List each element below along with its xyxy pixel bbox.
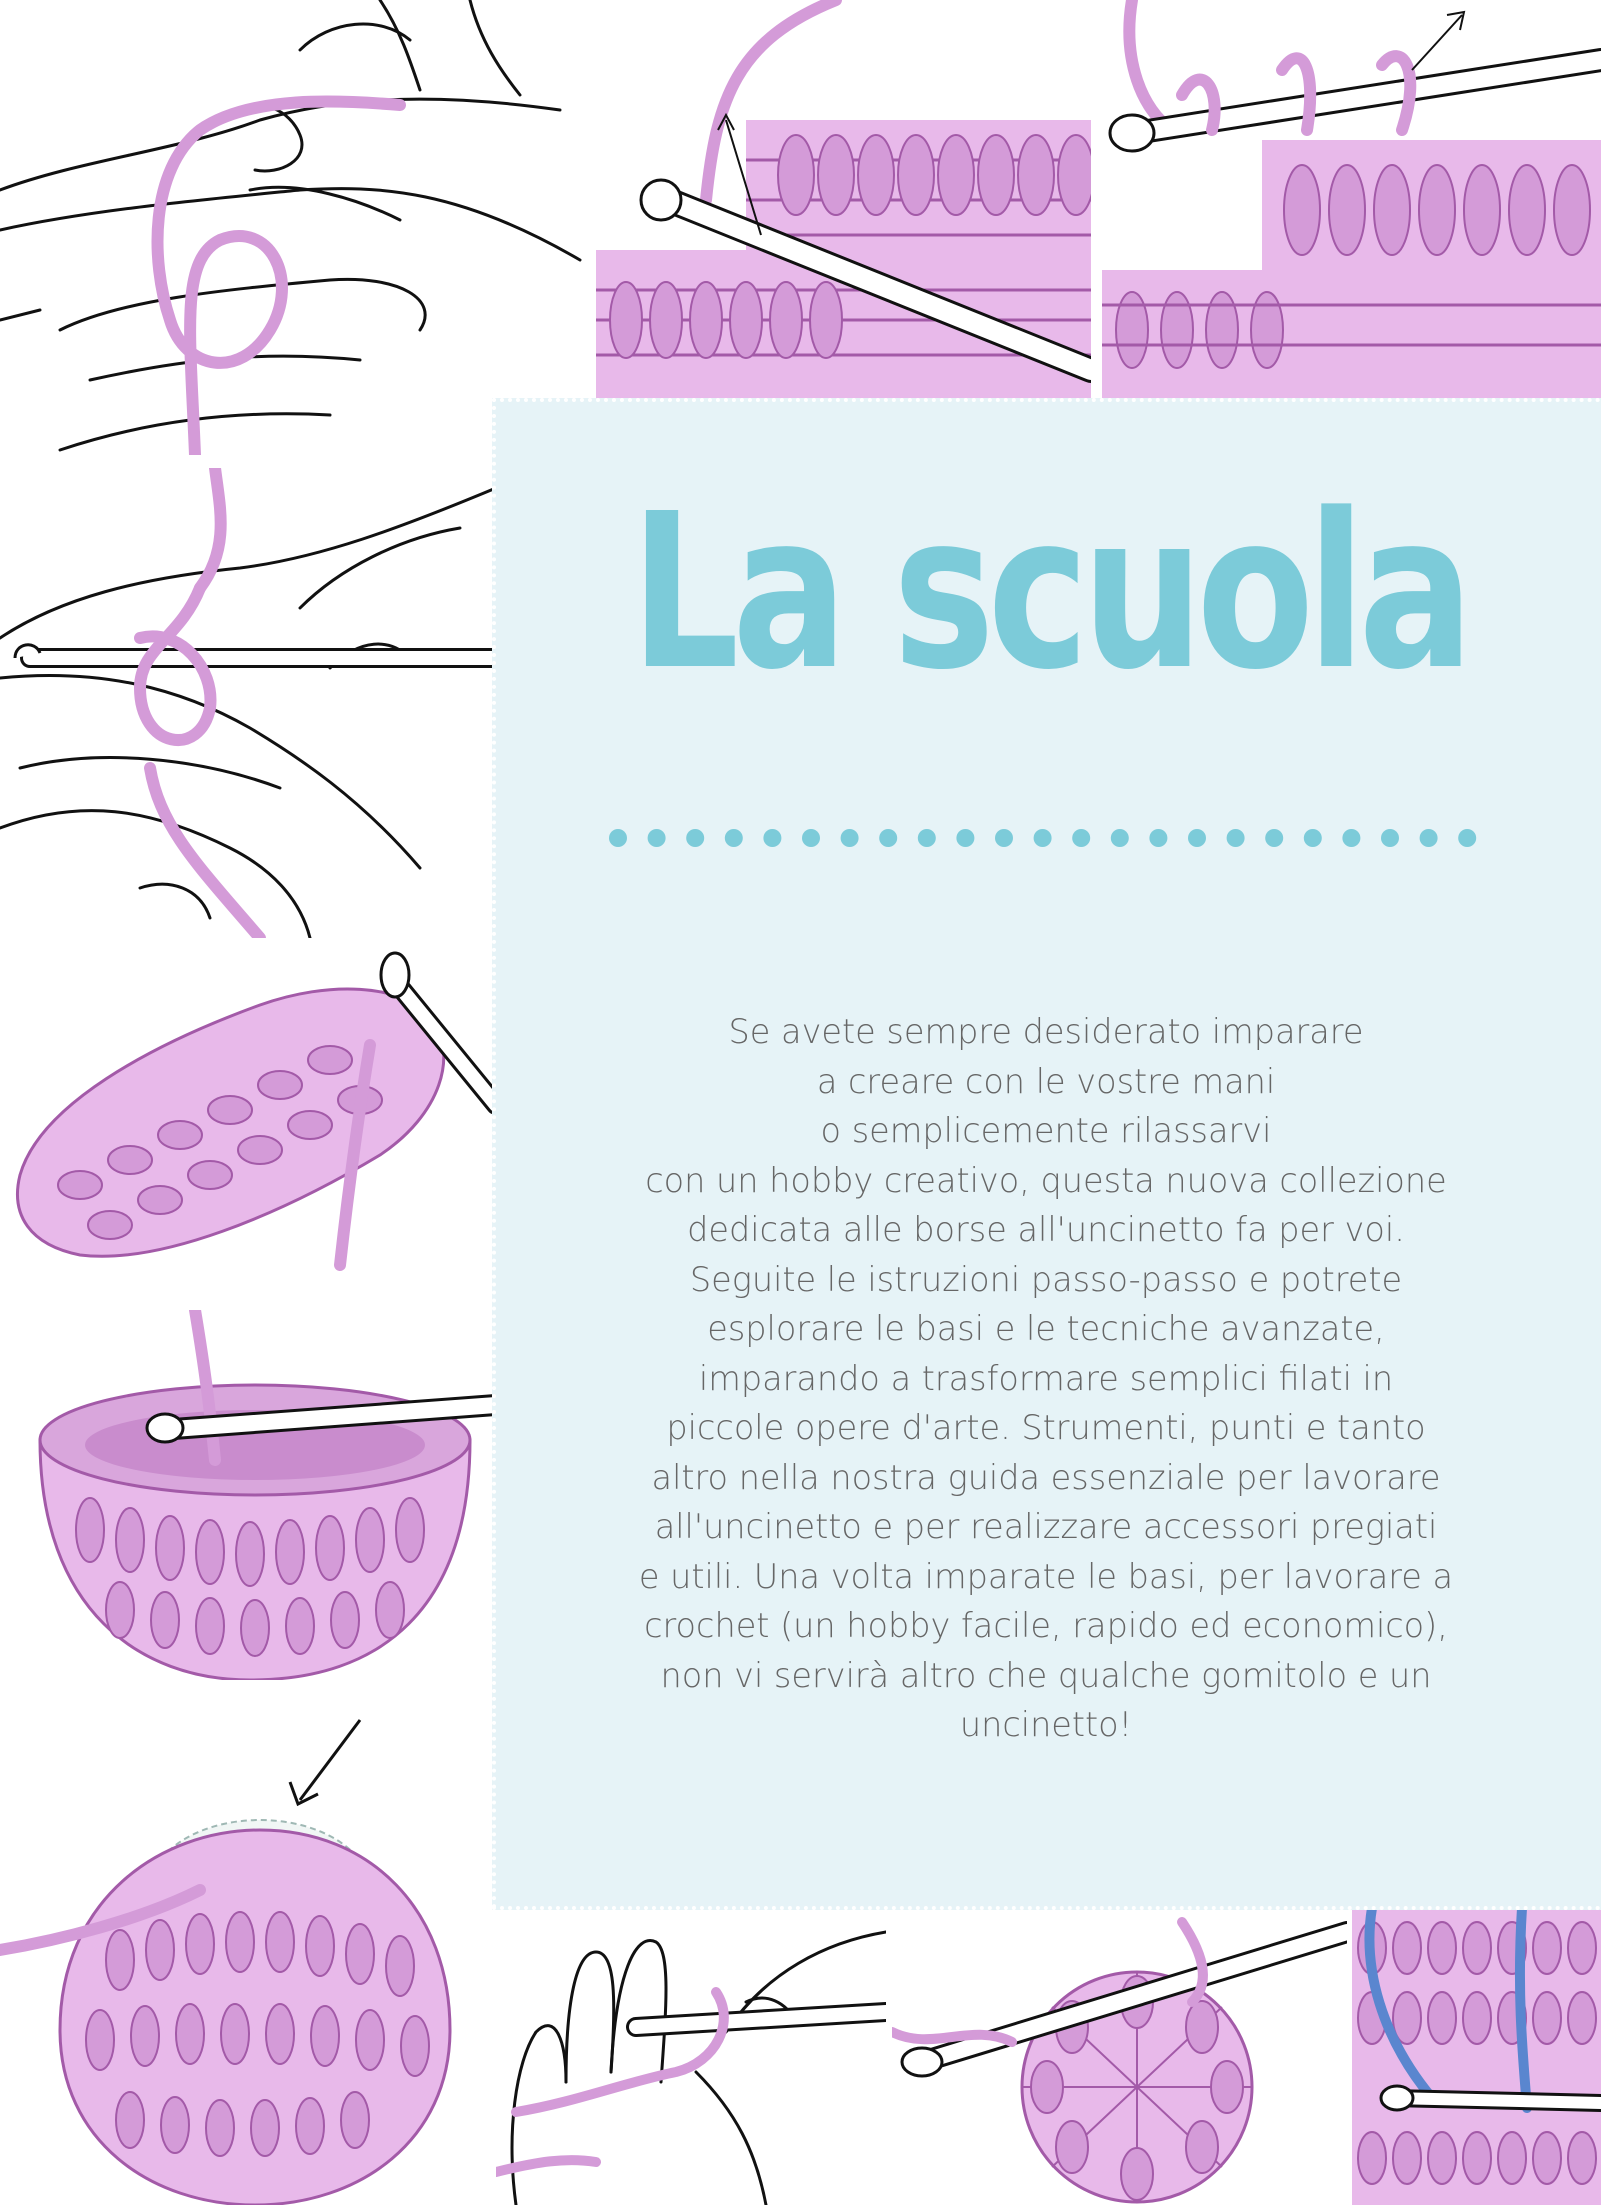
illustration-bottom-hands bbox=[496, 1912, 886, 2205]
divider-dot bbox=[956, 829, 974, 847]
divider-dot bbox=[1227, 829, 1245, 847]
illustration-bottom-stitches-blue bbox=[1352, 1908, 1601, 2205]
illustration-crochet-bowl bbox=[0, 1310, 496, 1680]
divider-dot bbox=[648, 829, 666, 847]
intro-text-line: piccole opere d'arte. Strumenti, punti e tanto bbox=[666, 1408, 1426, 1447]
divider-dot bbox=[1072, 829, 1090, 847]
intro-text-line: non vi servirà altro che qualche gomitolo e un bbox=[660, 1655, 1432, 1695]
illustration-hook-stitches-1 bbox=[596, 0, 1091, 400]
divider-dot bbox=[725, 829, 743, 847]
page-title: La scuola bbox=[630, 468, 1467, 717]
divider-dot bbox=[918, 829, 936, 847]
intro-text-line: con un hobby creativo, questa nuova collezione bbox=[645, 1160, 1447, 1200]
illustration-hands-holding-hook bbox=[0, 468, 496, 938]
intro-panel bbox=[492, 398, 1601, 1910]
illustration-crochet-tube bbox=[0, 945, 496, 1290]
divider-dot bbox=[1149, 829, 1167, 847]
divider-dot bbox=[1420, 829, 1438, 847]
intro-text-line: Se avete sempre desiderato imparare bbox=[728, 1012, 1364, 1051]
dotted-divider bbox=[608, 828, 1478, 848]
intro-text bbox=[606, 1007, 1486, 1750]
divider-dot bbox=[1188, 829, 1206, 847]
illustration-bottom-circle bbox=[892, 1912, 1347, 2205]
intro-text-line: e utili. Una volta imparate le basi, per lavorare a bbox=[638, 1556, 1454, 1596]
intro-text-line: all'uncinetto e per realizzare accessori pregiati bbox=[654, 1507, 1438, 1546]
intro-text-line: dedicata alle borse all'uncinetto fa per voi. bbox=[687, 1210, 1405, 1249]
divider-dot bbox=[1304, 829, 1322, 847]
divider-dot bbox=[686, 829, 704, 847]
intro-text-line: Seguite le istruzioni passo-passo e potrete bbox=[689, 1259, 1403, 1299]
divider-dot bbox=[802, 829, 820, 847]
divider-dot bbox=[609, 829, 627, 847]
intro-text-line: o semplicemente rilassarvi bbox=[820, 1111, 1272, 1150]
illustration-hook-stitches-2 bbox=[1102, 0, 1601, 400]
divider-dot bbox=[1111, 829, 1129, 847]
intro-text-line: esplorare le basi e le tecniche avanzate, bbox=[707, 1309, 1385, 1348]
divider-dot bbox=[1034, 829, 1052, 847]
intro-text-line: uncinetto! bbox=[959, 1705, 1133, 1744]
divider-dot bbox=[995, 829, 1013, 847]
intro-text-line: crochet (un hobby facile, rapido ed economico), bbox=[644, 1606, 1448, 1645]
intro-text-line: altro nella nostra guida essenziale per lavorare bbox=[651, 1457, 1441, 1497]
illustration-crochet-ball bbox=[0, 1700, 496, 2205]
divider-dot bbox=[841, 829, 859, 847]
divider-dot bbox=[1265, 829, 1283, 847]
divider-dot bbox=[1458, 829, 1476, 847]
divider-dot bbox=[1342, 829, 1360, 847]
intro-text-line: a creare con le vostre mani bbox=[816, 1061, 1276, 1101]
divider-dot bbox=[879, 829, 897, 847]
divider-dot bbox=[763, 829, 781, 847]
intro-text-line: imparando a trasformare semplici filati in bbox=[698, 1358, 1394, 1398]
illustration-hand-yarn-loop bbox=[0, 0, 590, 455]
divider-dot bbox=[1381, 829, 1399, 847]
